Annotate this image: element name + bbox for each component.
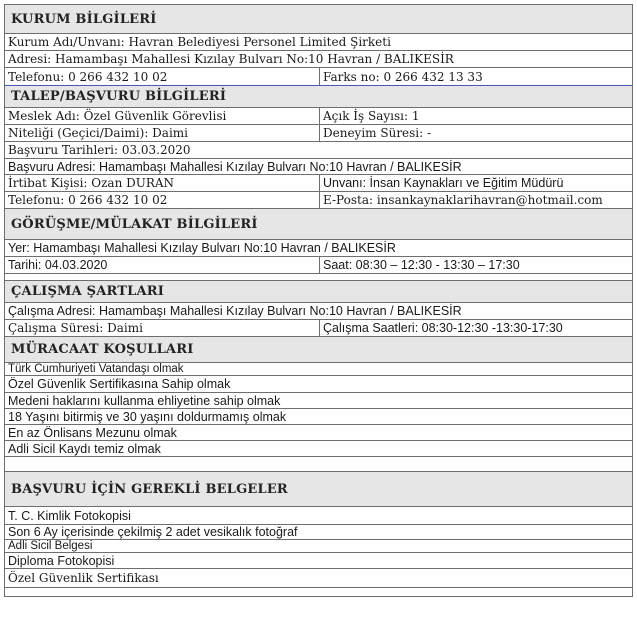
gorusme-saat: Saat: 08:30 – 12:30 - 13:30 – 17:30 [319,257,632,273]
talep-row-2 [5,125,632,142]
list-item [5,409,632,425]
blank-row [5,457,632,472]
kosul-item: Özel Güvenlik Sertifikasına Sahip olmak [8,377,231,391]
kosul-item: Türk Cumhuriyeti Vatandaşı olmak [8,363,184,375]
list-item [5,376,632,393]
talep-row-4 [5,159,632,175]
list-item [5,540,632,553]
kurum-name-row [5,34,632,51]
calisma-adresi: Çalışma Adresi: Hamambaşı Mahallesi Kızılay Bulvarı No:10 Havran / BALIKESİR [8,304,462,318]
section-header-talep: TALEP/BAŞVURU BİLGİLERİ [5,86,632,108]
deneyim-suresi: Deneyim Süresi: - [319,125,632,141]
talep-row-5 [5,175,632,192]
meslek-adi: Meslek Adı: Özel Güvenlik Görevlisi [8,109,227,123]
list-item [5,363,632,376]
kurum-name: Kurum Adı/Unvanı: Havran Belediyesi Personel Limited Şirketi [8,35,391,49]
kurum-address-row [5,51,632,68]
list-item [5,425,632,441]
irtibat-unvani: Unvanı: İnsan Kaynakları ve Eğitim Müdürü [319,175,632,191]
kosul-item: 18 Yaşını bitirmiş ve 30 yaşını doldurmamış olmak [8,409,287,424]
kurum-fax: Farks no: 0 266 432 13 33 [319,68,632,85]
section-header-calisma: ÇALIŞMA ŞARTLARI [5,281,632,303]
list-item [5,525,632,540]
gorusme-tarih: Tarihi: 04.03.2020 [8,258,108,272]
gorusme-yer: Yer: Hamambaşı Mahallesi Kızılay Bulvarı No:10 Havran / BALIKESİR [8,241,396,255]
section-header-gorusme: GÖRÜŞME/MÜLAKAT BİLGİLERİ [5,209,632,240]
belge-item: T. C. Kimlik Fotokopisi [8,508,131,523]
talep-eposta: E-Posta: insankaynaklarihavran@hotmail.com [319,192,632,208]
calisma-suresi: Çalışma Süresi: Daimi [8,321,143,335]
list-item [5,553,632,569]
list-item [5,441,632,457]
list-item [5,393,632,409]
belge-item: Son 6 Ay içerisinde çekilmiş 2 adet vesikalık fotoğraf [8,525,298,539]
belge-item: Özel Güvenlik Sertifikası [8,571,159,585]
kurum-phone: Telefonu: 0 266 432 10 02 [8,69,168,84]
section-header-belgeler: BAŞVURU İÇİN GEREKLİ BELGELER [5,472,632,507]
section-header-muracaat: MÜRACAAT KOŞULLARI [5,337,632,363]
talep-row-6 [5,192,632,209]
gorusme-row-1 [5,240,632,257]
kosul-item: Medeni haklarını kullanma ehliyetine sahip olmak [8,393,281,408]
job-posting-form [4,4,633,597]
calisma-row-1 [5,303,632,320]
kurum-address: Adresi: Hamambaşı Mahallesi Kızılay Bulvarı No:10 Havran / BALIKESİR [8,52,454,66]
basvuru-adresi: Başvuru Adresi: Hamambaşı Mahallesi Kızılay Bulvarı No:10 Havran / BALIKESİR [8,159,462,174]
list-item [5,569,632,588]
section-header-kurum: KURUM BİLGİLERİ [5,5,632,34]
spacer-row [5,274,632,281]
belge-item: Adli Sicil Belgesi [8,540,93,552]
list-item [5,507,632,525]
acik-is-sayisi: Açık İş Sayısı: 1 [319,108,632,124]
talep-row-1 [5,108,632,125]
nitelik: Niteliği (Geçici/Daimi): Daimi [8,126,188,140]
basvuru-tarihleri: Başvuru Tarihleri: 03.03.2020 [8,143,191,157]
kosul-item: En az Önlisans Mezunu olmak [8,425,177,440]
irtibat-kisisi: İrtibat Kişisi: Ozan DURAN [8,176,175,190]
gorusme-row-2 [5,257,632,274]
belge-item: Diploma Fotokopisi [8,553,115,568]
kosul-item: Adli Sicil Kaydı temiz olmak [8,441,161,456]
talep-telefon: Telefonu: 0 266 432 10 02 [8,193,168,207]
talep-row-3 [5,142,632,159]
bottom-spacer [5,588,632,596]
kurum-contact-row [5,68,632,85]
calisma-row-2 [5,320,632,337]
calisma-saatleri: Çalışma Saatleri: 08:30-12:30 -13:30-17:30 [319,320,632,336]
